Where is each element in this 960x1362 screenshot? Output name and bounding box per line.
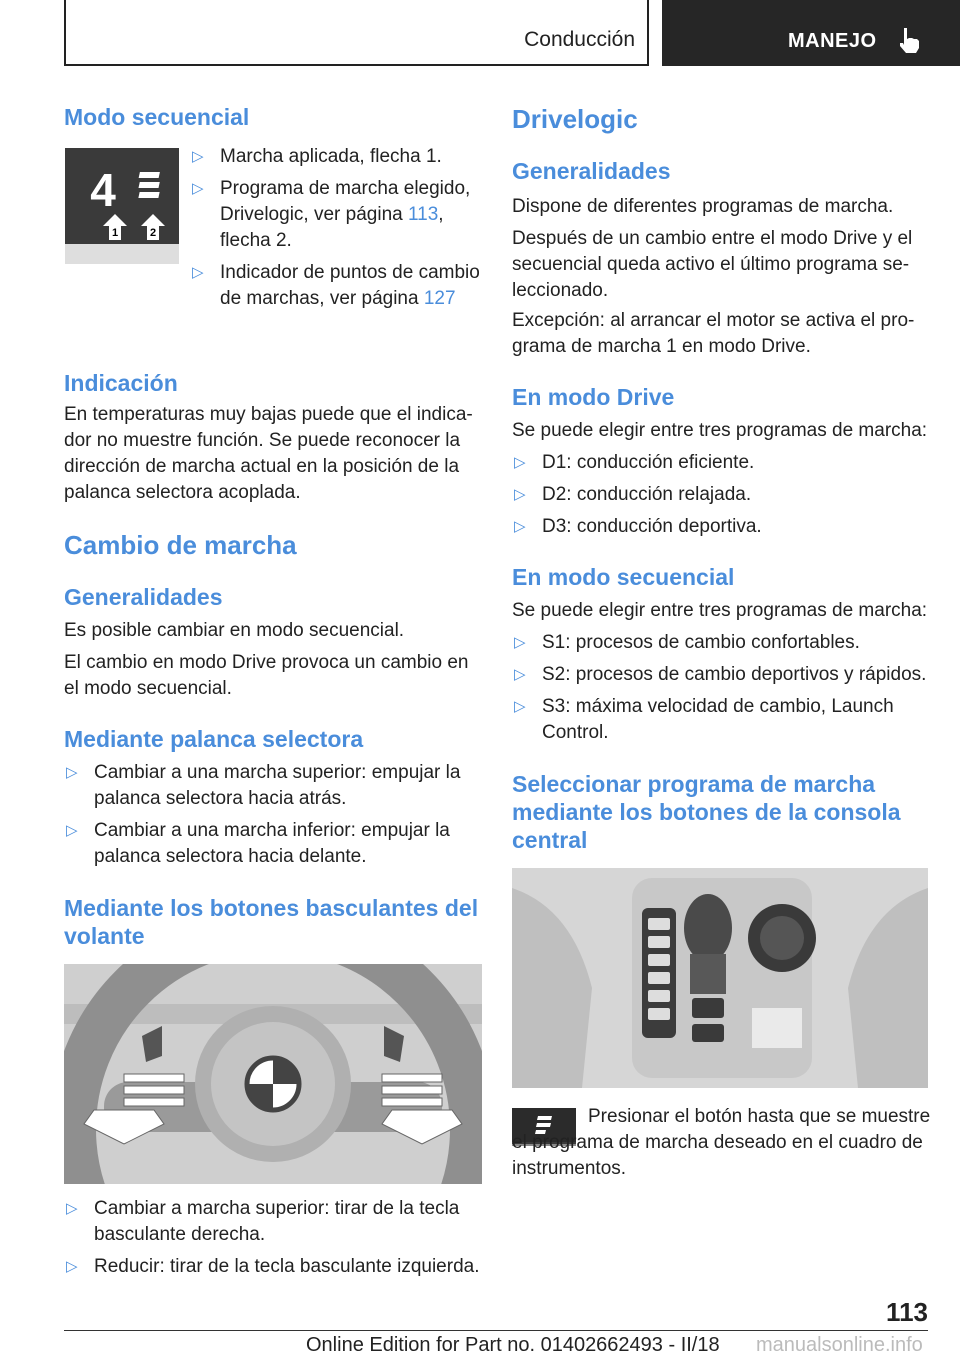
drive-intro-text: Se puede elegir entre tres programas de marcha: xyxy=(512,420,928,441)
bullet-triangle-icon: ▷ xyxy=(192,148,204,165)
heading-modo-secuencial-drivelogic: En modo secuencial xyxy=(512,564,735,590)
chapter-title: Conducción xyxy=(524,28,635,51)
heading-generalidades: Generalidades xyxy=(64,584,223,610)
bullet-triangle-icon: ▷ xyxy=(514,518,526,535)
list-item: ▷ Cambiar a una marcha superior: empujar la palanca selectora hacia atrás. xyxy=(66,762,461,809)
list-item: ▷ D3: conducción deportiva. xyxy=(512,514,932,540)
drivelogic-text-1: Dispone de diferentes programas de marcha. xyxy=(512,196,894,217)
bullet-triangle-icon: ▷ xyxy=(192,264,204,281)
watermark-text: manualsonline.info xyxy=(756,1334,923,1356)
heading-seleccionar-programa: Seleccionar programa de marcha mediante los botones de la consola central xyxy=(512,771,901,853)
arrow-label-1: 1 xyxy=(111,227,119,239)
edition-text: Online Edition for Part no. 01402662493 - II/18 xyxy=(306,1334,720,1356)
page-reference-link[interactable]: 113 xyxy=(407,204,439,225)
chapter-tab xyxy=(64,0,649,66)
steering-wheel-illustration xyxy=(64,964,482,1184)
list-item: ▷ Reducir: tirar de la tecla basculante izquierda. xyxy=(64,1254,482,1280)
gear-display-number: 4 xyxy=(90,164,116,216)
heading-modo-secuencial: Modo secuencial xyxy=(64,104,250,130)
heading-cambio-de-marcha: Cambio de marcha xyxy=(64,530,297,560)
modo-secuencial-list xyxy=(190,144,482,312)
heading-indicacion: Indicación xyxy=(64,370,178,396)
section-title: MANEJO xyxy=(788,30,877,52)
list-item: ▷ D1: conducción eficiente. xyxy=(512,450,932,476)
generalidades-text-1: Es posible cambiar en modo secuencial. xyxy=(64,620,405,641)
heading-modo-drive: En modo Drive xyxy=(512,384,675,410)
page-number: 113 xyxy=(886,1297,928,1327)
list-item: ▷ Indicador de puntos de cambio de marchas, ver página 127 xyxy=(192,262,480,309)
list-item: ▷ Programa de marcha elegido, Drivelogic, ver página 113, flecha 2. xyxy=(192,178,471,251)
seq-programs-list xyxy=(512,630,932,746)
bullet-triangle-icon: ▷ xyxy=(66,1258,78,1275)
bullet-triangle-icon: ▷ xyxy=(514,454,526,471)
bullet-triangle-icon: ▷ xyxy=(514,634,526,651)
palanca-list xyxy=(64,760,482,870)
press-instruction-text: Presionar el botón hasta que se muestre el programa de marcha deseado en el cuadro de instrumentos. xyxy=(512,1106,931,1179)
arrow-label-2: 2 xyxy=(149,227,157,239)
bullet-triangle-icon: ▷ xyxy=(66,764,78,781)
list-item: ▷ Cambiar a una marcha inferior: empujar la palanca selectora hacia delante. xyxy=(66,820,450,867)
heading-botones-basculantes: Mediante los botones basculantes del volante xyxy=(64,895,479,949)
heading-palanca-selectora: Mediante palanca selectora xyxy=(64,726,364,752)
seq-intro-text: Se puede elegir entre tres programas de marcha: xyxy=(512,600,928,621)
bullet-triangle-icon: ▷ xyxy=(66,822,78,839)
bullet-triangle-icon: ▷ xyxy=(192,180,204,197)
generalidades-text-2: El cambio en modo Drive provoca un cambio en el modo secuencial. xyxy=(64,652,469,699)
steering-wheel-figure xyxy=(64,964,482,1184)
drivelogic-text-2: Después de un cambio entre el modo Drive y el secuencial queda activo el último programa seleccionado. xyxy=(512,228,913,301)
center-console-figure xyxy=(512,868,928,1088)
bullet-triangle-icon: ▷ xyxy=(514,666,526,683)
list-item: ▷ S3: máxima velocidad de cambio, Launch Control. xyxy=(514,696,894,743)
heading-generalidades-drivelogic: Generalidades xyxy=(512,158,671,184)
list-item: ▷ D2: conducción relajada. xyxy=(512,482,932,508)
list-item: ▷ Marcha aplicada, flecha 1. xyxy=(190,144,482,170)
list-item: ▷ S1: procesos de cambio confortables. xyxy=(512,630,932,656)
bullet-triangle-icon: ▷ xyxy=(514,698,526,715)
footer-divider xyxy=(64,1330,928,1331)
list-item: ▷ Cambiar a marcha superior: tirar de la tecla basculante derecha. xyxy=(66,1198,460,1245)
gear-display-figure xyxy=(65,148,179,264)
page-header xyxy=(0,0,960,66)
hand-icon xyxy=(896,26,922,54)
bullet-triangle-icon: ▷ xyxy=(514,486,526,503)
drive-programs-list xyxy=(512,450,932,540)
bullet-triangle-icon: ▷ xyxy=(66,1200,78,1217)
section-tab xyxy=(662,0,960,66)
heading-drivelogic: Drivelogic xyxy=(512,104,638,134)
drivelogic-text-3: Excepción: al arrancar el motor se activa el programa de marcha 1 en modo Drive. xyxy=(512,310,915,357)
center-console-illustration xyxy=(512,868,928,1088)
list-item: ▷ S2: procesos de cambio deportivos y rápidos. xyxy=(512,662,932,688)
botones-list xyxy=(64,1196,482,1280)
indicacion-text: En temperaturas muy bajas puede que el indicador no muestre función. Se puede reconocer la dirección de marcha actual en la posición de la palanca selectora acoplada. xyxy=(64,404,473,503)
gear-display-illustration xyxy=(65,148,179,264)
page-reference-link[interactable]: 127 xyxy=(423,288,456,309)
